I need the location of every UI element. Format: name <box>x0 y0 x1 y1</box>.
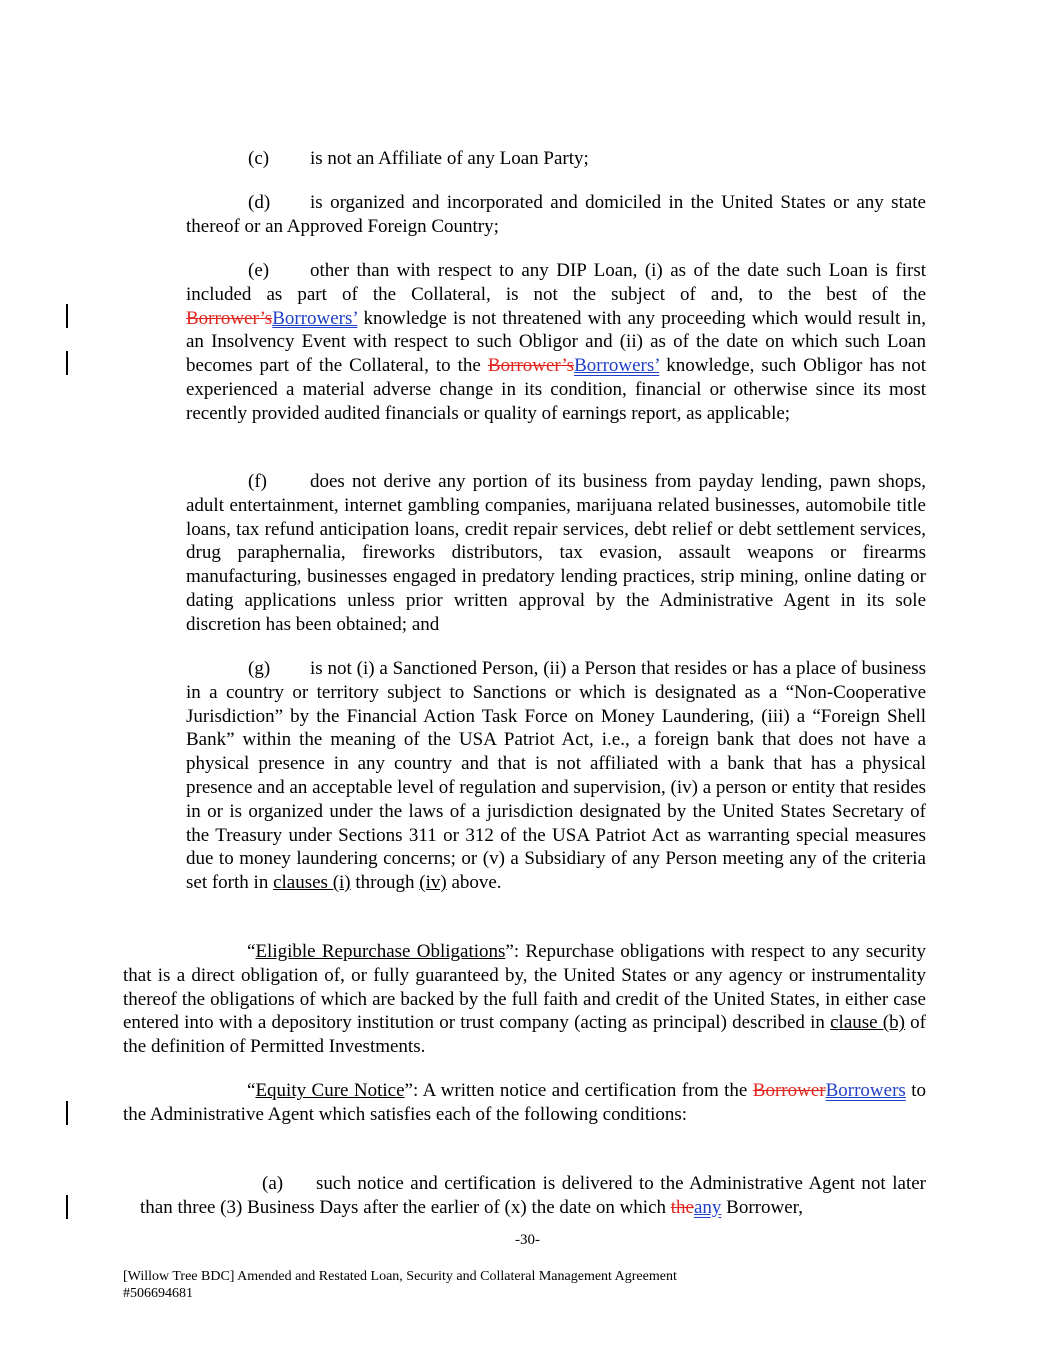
defined-term: Equity Cure Notice <box>255 1080 405 1101</box>
deleted-text: Borrower’s <box>186 307 273 329</box>
clause-g-text-mid: through <box>350 872 420 894</box>
deleted-text: Borrower’s <box>487 355 575 377</box>
clause-c-label: (c) <box>248 148 270 169</box>
open-quote: “ <box>247 941 256 962</box>
clause-c <box>186 147 926 171</box>
deleted-text: the <box>670 1196 694 1218</box>
footer-title: [Willow Tree BDC] Amended and Restated Loan, Security and Collateral Management Agreement <box>123 1269 677 1284</box>
cross-reference: (iv) <box>419 872 447 894</box>
inserted-text: any <box>693 1196 722 1218</box>
deleted-text: Borrower <box>752 1080 826 1101</box>
definition-text-1: : Repurchase obligations with respect to any security that is a direct obligation of, or fully guaranteed by, the United States or any agency or instrumentality thereof the obligations of which are backed by the full faith and credit of the United States, in either case entered into with a depository institution or trust company (acting as principal) described in <box>123 941 926 1034</box>
clause-d-label: (d) <box>248 192 271 213</box>
inserted-text: Borrowers’ <box>574 355 660 377</box>
inserted-text: Borrowers <box>825 1080 906 1101</box>
cross-reference: clauses (i) <box>273 872 351 894</box>
clause-f <box>186 470 926 637</box>
clause-e-text-3: knowledge, such Obligor has not experienced a material adverse change in its condition, financial or otherwise since its most recently provided audited financials or quality of earnings report, as applicable; <box>186 355 926 424</box>
clause-equity-a-text-1: such notice and certification is delivered to the Administrative Agent not later than three (3) Business Days after the earlier of (x) the date on which <box>140 1173 926 1218</box>
clause-f-label: (f) <box>248 471 267 492</box>
defined-term: Eligible Repurchase Obligations <box>255 941 506 962</box>
clause-g-label: (g) <box>248 658 271 679</box>
clause-f-text: does not derive any portion of its business from payday lending, pawn shops, adult entertainment, internet gambling companies, marijuana related businesses, automobile title loans, tax refund anticipation loans, credit repair services, debt relief or debt settlement services, drug paraphernalia, fireworks distributors, tax evasion, assault weapons or firearms manufacturing, businesses engaged in predatory lending practices, strip mining, online dating or dating applications unless prior written approval by the Administrative Agent in its sole discretion has been obtained; and <box>186 471 926 635</box>
clause-e-label: (e) <box>248 260 270 281</box>
page-number: -30- <box>515 1232 540 1248</box>
clause-g <box>186 657 926 895</box>
definition-text-2: of the definition of Permitted Investments. <box>123 1012 927 1058</box>
footer-doc-id: #506694681 <box>123 1286 193 1301</box>
clause-equity-a <box>140 1172 926 1220</box>
close-quote: ” <box>505 941 514 962</box>
definition-text-2: to the Administrative Agent which satisfies each of the following conditions: <box>123 1080 926 1125</box>
clause-d-text: is organized and incorporated and domiciled in the United States or any state thereof or an Approved Foreign Country; <box>186 192 926 237</box>
definition-eligible-repurchase-obligations <box>123 940 926 1059</box>
footer <box>123 1268 677 1302</box>
clause-g-text-end: above. <box>446 872 502 894</box>
clause-e <box>186 259 926 426</box>
change-bar <box>66 1195 68 1219</box>
change-bar <box>66 351 68 375</box>
clause-e-text-2: knowledge is not threatened with any proceeding which would result in, an Insolvency Event with respect to such Obligor and (ii) as of the date on which such Loan becomes part of the Collateral, to the <box>186 307 926 377</box>
clause-g-text: is not (i) a Sanctioned Person, (ii) a Person that resides or has a place of business in a country or territory subject to Sanctions or which is designated as a “Non-Cooperative Jurisdiction” by the Financial Action Task Force on Money Laundering, (iii) a “Foreign Shell Bank” within the meaning of the USA Patriot Act, i.e., a foreign bank that does not have a physical presence in any country and that is not affiliated with a bank that has a physical presence and an acceptable level of regulation and supervision, (iv) a person or entity that resides in or is organized under the laws of a jurisdiction designated by the United States Secretary of the Treasury under Sections 311 or 312 of the USA Patriot Act as warranting special measures due to money laundering concerns; or (v) a Subsidiary of any Person meeting any of the criteria set forth in <box>186 658 926 894</box>
close-quote: ” <box>404 1080 413 1101</box>
clause-equity-a-text-2: Borrower, <box>721 1196 803 1218</box>
change-bar <box>66 1101 68 1125</box>
definition-text-1: : A written notice and certification from the <box>412 1080 753 1101</box>
inserted-text: Borrowers’ <box>272 307 358 329</box>
cross-reference: clause (b) <box>830 1012 905 1034</box>
change-bar <box>66 304 68 328</box>
open-quote: “ <box>247 1080 256 1101</box>
clause-e-text-1: other than with respect to any DIP Loan, (i) as of the date such Loan is first included as part of the Collateral, is not the subject of and, to the best of the <box>186 260 926 305</box>
clause-d <box>186 191 926 239</box>
clause-c-text: is not an Affiliate of any Loan Party; <box>310 148 589 169</box>
definition-equity-cure-notice <box>123 1079 926 1127</box>
clause-equity-a-label: (a) <box>262 1173 284 1194</box>
